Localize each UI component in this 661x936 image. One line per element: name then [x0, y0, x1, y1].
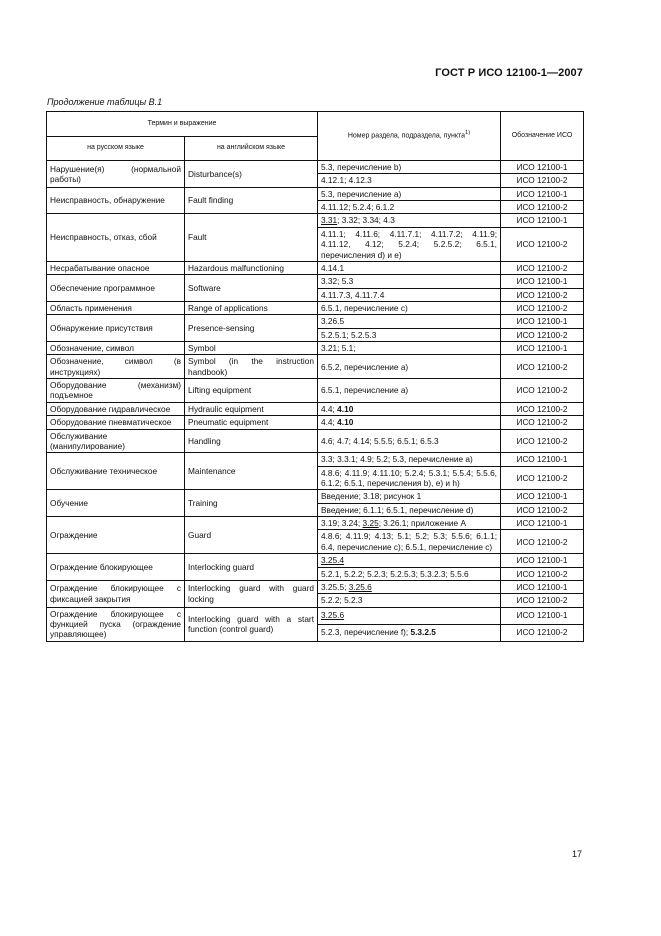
term-english: Pneumatic equipment [185, 416, 318, 429]
reference-fragment: 3.25.5; [321, 581, 349, 592]
term-russian: Обозначение, символ (в инструкциях) [47, 355, 185, 379]
reference-fragment: 4.11.7.3, 4.11.7.4 [321, 289, 385, 300]
table-row [47, 355, 584, 379]
iso-designation: ИСО 12100-1 [501, 490, 584, 503]
reference-fragment: Введение; 3.18; рисунок 1 [321, 491, 422, 502]
term-russian: Оборудование пневматическое [47, 416, 185, 429]
table-body [47, 161, 584, 642]
term-english: Hydraulic equipment [185, 402, 318, 415]
iso-designation: ИСО 12100-2 [501, 328, 584, 341]
table-row [47, 607, 584, 624]
term-english: Symbol (in the instruction handbook) [185, 355, 318, 379]
page-number: 17 [572, 849, 583, 859]
term-english: Training [185, 490, 318, 517]
iso-designation: ИСО 12100-2 [501, 466, 584, 490]
section-reference [318, 503, 501, 516]
term-russian: Обучение [47, 490, 185, 517]
iso-designation: ИСО 12100-1 [501, 342, 584, 355]
terms-table [46, 111, 584, 642]
iso-designation: ИСО 12100-1 [501, 275, 584, 288]
section-reference [318, 187, 501, 200]
reference-fragment: 5.3, перечисление а) [321, 188, 402, 199]
iso-designation: ИСО 12100-2 [501, 402, 584, 415]
term-english: Presence-sensing [185, 315, 318, 342]
reference-fragment: ; 3.26.1; приложение А [378, 518, 467, 529]
section-reference [318, 453, 501, 466]
iso-designation: ИСО 12100-2 [501, 530, 584, 554]
reference-fragment: 6.5.1, перечисление с) [321, 302, 408, 313]
reference-fragment: 4.4; [321, 417, 338, 428]
term-russian: Нарушение(я) (нормальной работы) [47, 161, 185, 188]
iso-designation: ИСО 12100-2 [501, 201, 584, 214]
term-russian: Неисправность, обнаружение [47, 187, 185, 214]
iso-designation: ИСО 12100-1 [501, 161, 584, 174]
document-title: ГОСТ Р ИСО 12100-1—2007 [435, 67, 583, 79]
reference-fragment: 5.2.2; 5.2.3 [321, 595, 363, 606]
term-russian: Область применения [47, 301, 185, 314]
iso-designation: ИСО 12100-2 [501, 567, 584, 580]
reference-fragment: 4.8.6; 4.11.9; 4.13; 5.1; 5.2; 5.3; 5.5.6; 6.1.1; 6.4, перечисление с); 6.5.1, перечисление с) [321, 531, 497, 552]
section-reference [318, 530, 501, 554]
reference-fragment: 4.11.12; 5.2.4; 6.1.2 [321, 202, 395, 213]
term-russian: Оборудование (механизм) подъемное [47, 379, 185, 403]
term-english: Lifting equipment [185, 379, 318, 403]
iso-designation: ИСО 12100-2 [501, 355, 584, 379]
reference-fragment: 5.2.3, перечисление f); [321, 627, 411, 638]
reference-fragment: 3.25.4 [321, 555, 345, 566]
section-reference [318, 275, 501, 288]
table-row [47, 379, 584, 403]
header-term: Термин и выражение [47, 112, 318, 137]
table-row [47, 416, 584, 429]
term-english: Symbol [185, 342, 318, 355]
table-row [47, 315, 584, 328]
term-russian: Ограждение [47, 517, 185, 554]
reference-fragment: 5.3.2.5 [410, 627, 436, 638]
reference-fragment: 3.31 [321, 215, 338, 226]
iso-designation: ИСО 12100-1 [501, 187, 584, 200]
section-reference [318, 580, 501, 593]
iso-designation: ИСО 12100-2 [501, 174, 584, 187]
iso-designation: ИСО 12100-2 [501, 288, 584, 301]
iso-designation: ИСО 12100-1 [501, 315, 584, 328]
reference-fragment: ; 3.32; 3.34; 4.3 [337, 215, 395, 226]
reference-fragment: 5.3, перечисление b) [321, 162, 402, 172]
table-row [47, 517, 584, 530]
section-reference [318, 416, 501, 429]
reference-fragment: 3.21; 5.1; [321, 343, 356, 354]
table-row [47, 161, 584, 174]
term-english: Interlocking guard with guard locking [185, 580, 318, 607]
term-russian: Обслуживание (манипулирование) [47, 429, 185, 453]
term-english: Software [185, 275, 318, 302]
section-reference [318, 342, 501, 355]
iso-designation: ИСО 12100-1 [501, 214, 584, 227]
iso-designation: ИСО 12100-2 [501, 624, 584, 641]
section-reference [318, 328, 501, 341]
header-english: на английском языке [185, 137, 318, 161]
term-english: Disturbance(s) [185, 161, 318, 188]
table-row [47, 187, 584, 200]
section-reference [318, 466, 501, 490]
term-russian: Ограждение блокирующее с функцией пуска (ограждение управляющее) [47, 607, 185, 641]
header-section-text: Номер раздела, подраздела, пункта [347, 132, 465, 140]
reference-fragment: 3.25 [362, 518, 379, 529]
term-russian: Оборудование гидравлическое [47, 402, 185, 415]
reference-fragment: 3.25.6 [348, 581, 372, 592]
section-reference [318, 288, 501, 301]
iso-designation: ИСО 12100-2 [501, 379, 584, 403]
reference-fragment: 3.19; 3.24; [321, 518, 363, 529]
iso-designation: ИСО 12100-1 [501, 554, 584, 567]
reference-fragment: 5.2.5.1; 5.2.5.3 [321, 329, 377, 340]
iso-designation: ИСО 12100-1 [501, 607, 584, 624]
header-section [318, 112, 501, 161]
table-row [47, 402, 584, 415]
header-russian: на русском языке [47, 137, 185, 161]
term-russian: Несрабатывание опасное [47, 261, 185, 274]
term-russian: Обеспечение программное [47, 275, 185, 302]
reference-fragment: 4.6; 4.7; 4.14; 5.5.5; 6.5.1; 6.5.3 [321, 435, 439, 446]
term-english: Hazardous malfunctioning [185, 261, 318, 274]
section-reference [318, 379, 501, 403]
section-reference [318, 214, 501, 227]
section-reference [318, 517, 501, 530]
section-reference [318, 429, 501, 453]
term-english: Interlocking guard [185, 554, 318, 581]
term-english: Maintenance [185, 453, 318, 490]
term-english: Range of applications [185, 301, 318, 314]
iso-designation: ИСО 12100-1 [501, 517, 584, 530]
term-english: Handling [185, 429, 318, 453]
reference-fragment: 4.10 [337, 403, 354, 414]
table-row [47, 261, 584, 274]
term-russian: Ограждение блокирующее с фиксацией закрытия [47, 580, 185, 607]
term-english: Fault finding [185, 187, 318, 214]
term-russian: Неисправность, отказ, сбой [47, 214, 185, 261]
section-reference [318, 490, 501, 503]
section-reference [318, 315, 501, 328]
iso-designation: ИСО 12100-1 [501, 453, 584, 466]
iso-designation: ИСО 12100-2 [501, 227, 584, 261]
reference-fragment: 6.5.2, перечисление а) [321, 361, 409, 372]
table-row [47, 580, 584, 593]
reference-fragment: 4.10 [337, 417, 354, 428]
reference-fragment: 4.8.6; 4.11.9; 4.11.10; 5.2.4; 5.3.1; 5.5.4; 5.5.6, 6.1.2; 6.5.1, перечисления b), e) и h) [321, 467, 497, 488]
header-iso: Обозначение ИСО [501, 112, 584, 161]
table-row [47, 453, 584, 466]
section-reference [318, 624, 501, 641]
section-reference [318, 594, 501, 607]
table-row [47, 342, 584, 355]
reference-fragment: 4.12.1; 4.12.3 [321, 175, 372, 186]
iso-designation: ИСО 12100-2 [501, 261, 584, 274]
reference-fragment: 4.11.1; 4.11.6; 4.11.7.1; 4.11.7.2; 4.11.9; 4.11.12, 4.12; 5.2.4; 5.2.5.2; 6.5.1, перечисления d) и e) [321, 228, 497, 260]
section-reference [318, 227, 501, 261]
term-russian: Обнаружение присутствия [47, 315, 185, 342]
table-row [47, 301, 584, 314]
term-english: Guard [185, 517, 318, 554]
reference-fragment: 3.32; 5.3 [321, 276, 354, 287]
table-caption: Продолжение таблицы В.1 [47, 97, 163, 107]
iso-designation: ИСО 12100-2 [501, 416, 584, 429]
iso-designation: ИСО 12100-2 [501, 301, 584, 314]
term-russian: Ограждение блокирующее [47, 554, 185, 581]
section-reference [318, 174, 501, 187]
section-reference [318, 201, 501, 214]
reference-fragment: 5.2.1, 5.2.2; 5.2.3; 5.2.5.3; 5.3.2.3; 5.5.6 [321, 568, 469, 579]
section-reference [318, 355, 501, 379]
table-row [47, 275, 584, 288]
table-row [47, 554, 584, 567]
footnote-marker: 1) [465, 130, 471, 137]
iso-designation: ИСО 12100-2 [501, 429, 584, 453]
section-reference [318, 402, 501, 415]
iso-designation: ИСО 12100-1 [501, 580, 584, 593]
section-reference [318, 301, 501, 314]
table-row [47, 214, 584, 227]
reference-fragment: 4.14.1 [321, 262, 345, 273]
section-reference [318, 554, 501, 567]
term-russian: Обслуживание техническое [47, 453, 185, 490]
section-reference [318, 607, 501, 624]
term-english: Interlocking guard with a start function (control guard) [185, 607, 318, 641]
reference-fragment: 3.25.6 [321, 610, 345, 621]
iso-designation: ИСО 12100-2 [501, 503, 584, 516]
section-reference [318, 161, 501, 174]
term-english: Fault [185, 214, 318, 261]
reference-fragment: 3.26.5 [321, 316, 345, 327]
section-reference [318, 567, 501, 580]
table-row [47, 490, 584, 503]
reference-fragment: Введение; 6.1.1; 6.5.1, перечисление d) [321, 504, 474, 515]
reference-fragment: 4.4; [321, 403, 338, 414]
term-russian: Обозначение, символ [47, 342, 185, 355]
table-row [47, 429, 584, 453]
reference-fragment: 6.5.1, перечисление а) [321, 385, 409, 396]
section-reference [318, 261, 501, 274]
iso-designation: ИСО 12100-2 [501, 594, 584, 607]
reference-fragment: 3.3; 3.3.1; 4.9; 5.2; 5.3, перечисление а) [321, 454, 473, 465]
